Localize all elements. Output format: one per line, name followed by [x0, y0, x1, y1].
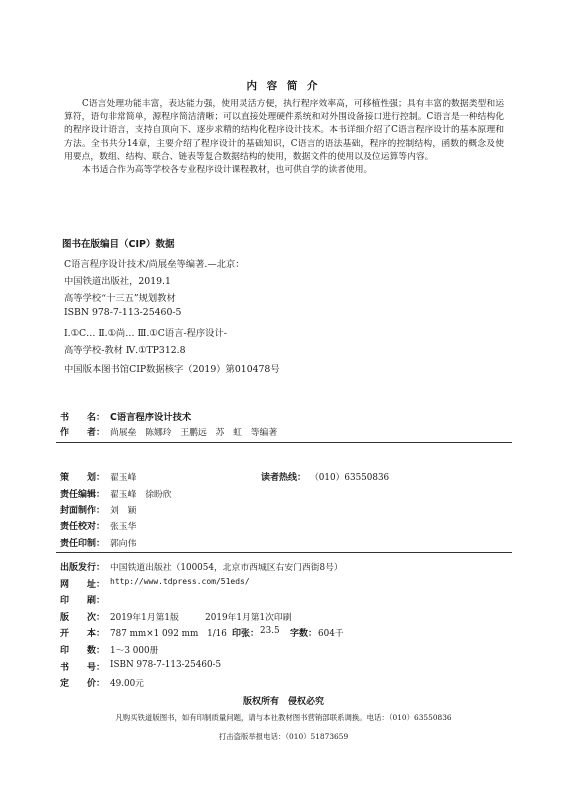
hotline-label: 读者热线：	[261, 473, 307, 483]
price-value: 49.00元	[110, 679, 144, 689]
cip-line-7: 中国版本图书馆CIP数据核字（2019）第010478号	[64, 364, 280, 375]
isbn-label: 书 号：	[60, 663, 106, 673]
planner-label: 策 划：	[60, 473, 106, 483]
proof-label: 责任校对：	[60, 522, 106, 532]
publisher-value: 中国铁道出版社（100054，北京市西城区右安门西街8号）	[110, 563, 343, 573]
proof-value: 张玉华	[110, 522, 137, 532]
divider-2	[56, 552, 512, 553]
book-title-value: C语言程序设计技术	[110, 412, 192, 423]
print-manager-label: 责任印制：	[60, 539, 106, 549]
divider-1	[56, 442, 512, 443]
editor-value: 翟玉峰 徐盼欣	[110, 490, 172, 500]
summary-title: 内 容 简 介	[246, 80, 321, 92]
summary-body	[64, 98, 504, 177]
publisher-label: 出版发行：	[60, 563, 106, 573]
words-label: 字数：	[290, 629, 318, 639]
sheets-label: 印张：	[232, 629, 260, 639]
cip-line-2: 中国铁道出版社，2019.1	[64, 276, 171, 287]
planner-value: 翟玉峰	[110, 473, 137, 483]
hotline-value: （010）63550836	[310, 473, 390, 483]
cover-value: 刘 颖	[110, 506, 137, 516]
editor-label: 责任编辑：	[60, 490, 106, 500]
quality-notice: 凡购买铁道版图书，如有印制质量问题，请与本社教材图书营销部联系调换。电话：（010）63550836	[115, 713, 452, 722]
edition-label: 版 次：	[60, 613, 106, 623]
cip-line-5: Ⅰ.①C… Ⅱ.①尚… Ⅲ.①C语言-程序设计-	[64, 328, 227, 339]
cip-line-6: 高等学校-教材 Ⅳ.①TP312.8	[64, 345, 186, 356]
format-value: 787 mm×1 092 mm 1/16	[110, 629, 227, 639]
website-value: http://www.tdpress.com/51eds/	[110, 577, 250, 586]
isbn-value: ISBN 978-7-113-25460-5	[110, 660, 222, 670]
copyright-notice: 版权所有 侵权必究	[242, 697, 324, 707]
summary-paragraph-2: 本书适合作为高等学校各专业程序设计课程教材，也可供自学的读者使用。	[82, 165, 373, 176]
summary-paragraph-1: C语言处理功能丰富，表达能力强，使用灵活方便，执行程序效率高，可移植性强；具有丰富的数据类型和运算符，语句非常简单，源程序简洁清晰；可以直接处理硬件系统和对外围设备接口进行控制。C语言是一种结构化的程序设计语言，支持自顶向下、逐步求精的结构化程序设计技术。本书详细介绍了C语言程序设计的基本原理和方法。全书共分14章，主要介绍了程序设计的基础知识，C语言的语法基础，程序的控制结构，函数的概念及使用要点，数组、结构、联合、链表等复合数据结构的使用，数据文件的使用以及位运算等内容。	[64, 99, 504, 162]
book-author-value: 尚展垒 陈娜玲 王鹏远 苏 虹 等编著	[110, 428, 278, 438]
print-manager-value: 郭向伟	[110, 539, 137, 549]
book-title-label: 书 名：	[60, 413, 106, 423]
words-value: 604千	[318, 629, 344, 639]
piracy-hotline: 打击盗版举报电话：（010）51873659	[218, 732, 349, 741]
cip-line-3: 高等学校“十三五”规划教材	[64, 293, 176, 304]
printer-label: 印 刷：	[60, 596, 106, 606]
copies-label: 印 数：	[60, 646, 106, 656]
cip-line-4: ISBN 978-7-113-25460-5	[64, 307, 182, 318]
website-label: 网 址：	[60, 580, 106, 590]
cover-label: 封面制作：	[60, 506, 106, 516]
edition-value: 2019年1月第1版 2019年1月第1次印刷	[110, 613, 292, 623]
copies-value: 1～3 000册	[110, 646, 159, 656]
sheets-value: 23.5	[260, 626, 280, 636]
cip-heading: 图书在版编目（CIP）数据	[62, 239, 175, 250]
cip-line-1: C语言程序设计技术/尚展垒等编著.—北京：	[64, 259, 245, 270]
price-label: 定 价：	[60, 679, 106, 689]
book-author-label: 作 者：	[60, 428, 106, 438]
format-label: 开 本：	[60, 629, 106, 639]
